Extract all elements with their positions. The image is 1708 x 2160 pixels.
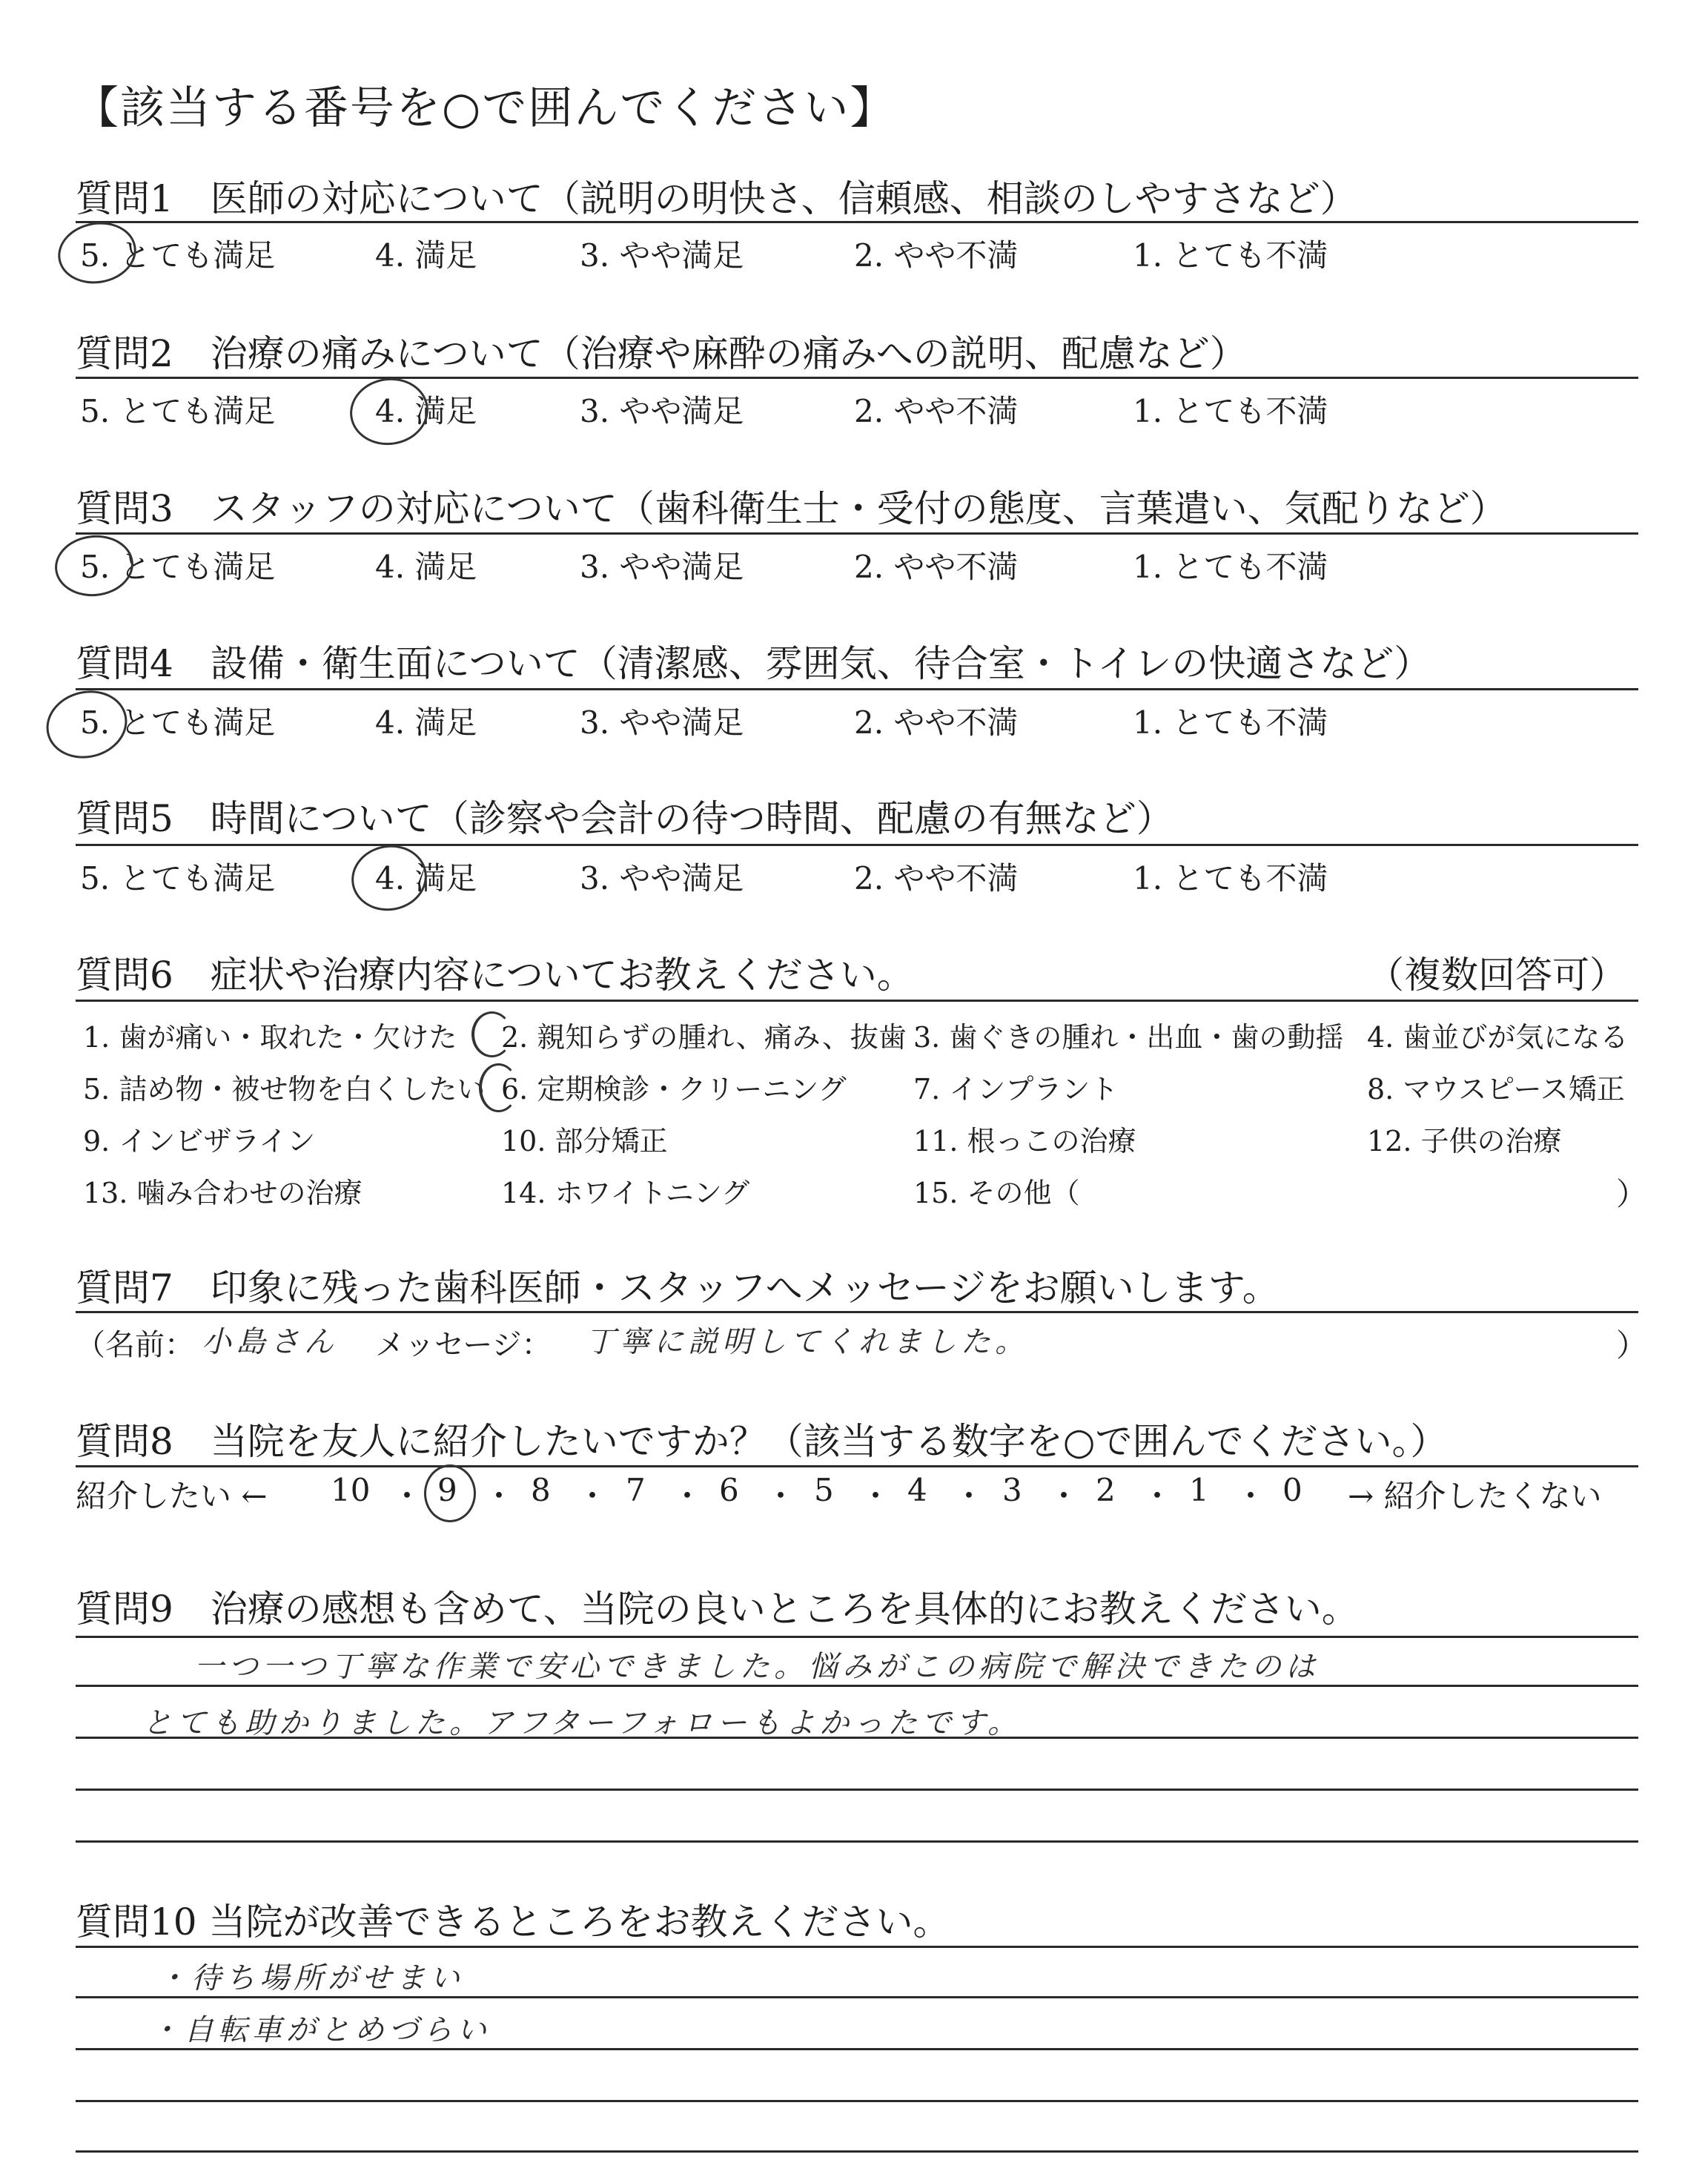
q7-name-label: （名前： xyxy=(76,1328,194,1362)
q6-item-4[interactable]: 4. 歯並びが気になる xyxy=(1367,1021,1629,1054)
q8-right-label: → 紹介したくない xyxy=(1348,1478,1602,1514)
q3-title: 質問3 スタッフの対応について（歯科衛生士・受付の態度、言葉遣い、気配りなど） xyxy=(76,487,1507,530)
q7-message-label: メッセージ： xyxy=(375,1328,552,1362)
q9-answer-line-2: とても助かりました。アフターフォローもよかったです。 xyxy=(142,1706,1022,1740)
q6-item-12[interactable]: 12. 子供の治療 xyxy=(1367,1125,1562,1157)
q2-rule xyxy=(76,377,1638,379)
q5-option-4[interactable]: 4. 満足 xyxy=(375,860,477,896)
q9-title: 質問9 治療の感想も含めて、当院の良いところを具体的にお教えください。 xyxy=(76,1588,1359,1631)
q8-rule xyxy=(76,1465,1638,1467)
q8-value-8[interactable]: 8 xyxy=(531,1472,551,1508)
q2-option-2[interactable]: 2. やや不満 xyxy=(854,393,1019,429)
q8-dot: ・ xyxy=(1142,1478,1174,1514)
q5-options xyxy=(76,854,1632,899)
q2-option-1[interactable]: 1. とても不満 xyxy=(1133,393,1328,429)
q6-item-14[interactable]: 14. ホワイトニング xyxy=(501,1177,750,1209)
q8-dot: ・ xyxy=(391,1478,423,1514)
q8-dot: ・ xyxy=(1048,1478,1080,1514)
q2-title: 質問2 治療の痛みについて（治療や麻酔の痛みへの説明、配慮など） xyxy=(76,332,1247,375)
q6-item-11[interactable]: 11. 根っこの治療 xyxy=(913,1125,1136,1157)
q5-option-3[interactable]: 3. やや満足 xyxy=(580,860,744,896)
q4-rule xyxy=(76,688,1638,690)
q9-rule-1 xyxy=(76,1636,1638,1638)
q6-selection-mark-2 xyxy=(471,1011,512,1057)
q8-value-6[interactable]: 6 xyxy=(719,1472,739,1508)
q9-rule-5 xyxy=(76,1840,1638,1843)
q9-rule-4 xyxy=(76,1789,1638,1791)
q6-selection-mark-6 xyxy=(479,1063,518,1112)
q5-option-2[interactable]: 2. やや不満 xyxy=(854,860,1019,896)
q10-rule-1 xyxy=(76,1946,1638,1948)
q6-item-13[interactable]: 13. 噛み合わせの治療 xyxy=(83,1177,363,1209)
q7-close-paren: ） xyxy=(1616,1327,1648,1364)
q4-option-1[interactable]: 1. とても不満 xyxy=(1133,704,1328,741)
form-header: 【該当する番号を○で囲んでください】 xyxy=(74,82,896,134)
q8-value-0[interactable]: 0 xyxy=(1282,1472,1302,1508)
q9-answer-line-1: 一つ一つ丁寧な作業で安心できました。悩みがこの病院で解決できたのは xyxy=(194,1650,1320,1684)
q8-selection-circle xyxy=(424,1464,476,1522)
q2-option-3[interactable]: 3. やや満足 xyxy=(580,393,744,429)
q8-title: 質問8 当院を友人に紹介したいですか？（該当する数字を○で囲んでください。） xyxy=(76,1420,1448,1463)
q4-selection-circle xyxy=(39,682,135,767)
q6-note: （複数回答可） xyxy=(1367,954,1626,997)
q8-dot: ・ xyxy=(672,1478,704,1514)
q8-dot: ・ xyxy=(483,1478,515,1514)
q6-item-9[interactable]: 9. インビザライン xyxy=(83,1125,316,1157)
q6-item-7[interactable]: 7. インプラント xyxy=(913,1073,1119,1106)
q6-item-15-close: ） xyxy=(1616,1176,1648,1212)
q10-rule-5 xyxy=(76,2150,1638,2153)
q8-value-5[interactable]: 5 xyxy=(814,1472,834,1508)
q3-option-5[interactable]: 5. とても満足 xyxy=(80,549,276,585)
q4-options xyxy=(76,698,1632,743)
q1-option-2[interactable]: 2. やや不満 xyxy=(854,237,1019,274)
q10-answer-line-1: ・待ち場所がせまい xyxy=(157,1961,464,1995)
q1-rule xyxy=(76,221,1638,223)
q7-rule xyxy=(76,1311,1638,1313)
q4-option-2[interactable]: 2. やや不満 xyxy=(854,704,1019,741)
q6-item-10[interactable]: 10. 部分矯正 xyxy=(501,1125,668,1157)
q10-answer-line-2: ・自転車がとめづらい xyxy=(150,2013,491,2047)
q7-name-value: 小島さん xyxy=(202,1325,338,1359)
q8-dot: ・ xyxy=(765,1478,797,1514)
q5-rule xyxy=(76,844,1638,846)
q1-option-3[interactable]: 3. やや満足 xyxy=(580,237,744,274)
q10-rule-4 xyxy=(76,2100,1638,2102)
q8-left-label: 紹介したい ← xyxy=(76,1478,268,1514)
q8-dot: ・ xyxy=(953,1478,985,1514)
q8-dot: ・ xyxy=(860,1478,892,1514)
q4-option-4[interactable]: 4. 満足 xyxy=(375,704,477,741)
q1-options xyxy=(76,231,1632,276)
q6-item-6[interactable]: 6. 定期検診・クリーニング xyxy=(501,1073,847,1106)
q6-item-3[interactable]: 3. 歯ぐきの腫れ・出血・歯の動揺 xyxy=(913,1021,1344,1054)
q6-rule xyxy=(76,1000,1638,1002)
q5-title: 質問5 時間について（診察や会計の待つ時間、配慮の有無など） xyxy=(76,797,1174,840)
q6-item-1[interactable]: 1. 歯が痛い・取れた・欠けた xyxy=(83,1021,457,1054)
q1-selection-circle xyxy=(53,216,142,289)
q1-option-1[interactable]: 1. とても不満 xyxy=(1133,237,1328,274)
q6-item-15[interactable]: 15. その他（ xyxy=(913,1177,1080,1209)
q8-dot: ・ xyxy=(577,1478,609,1514)
q3-selection-circle xyxy=(52,532,136,601)
q2-selection-circle xyxy=(345,373,432,450)
q6-item-5[interactable]: 5. 詰め物・被せ物を白くしたい xyxy=(83,1073,486,1106)
q8-value-3[interactable]: 3 xyxy=(1002,1472,1022,1508)
q2-option-4[interactable]: 4. 満足 xyxy=(375,393,477,429)
q8-scale xyxy=(76,1472,1638,1516)
q5-option-5[interactable]: 5. とても満足 xyxy=(80,860,276,896)
q3-option-1[interactable]: 1. とても不満 xyxy=(1133,549,1328,585)
q6-item-2[interactable]: 2. 親知らずの腫れ、痛み、抜歯 xyxy=(501,1021,907,1054)
q3-option-4[interactable]: 4. 満足 xyxy=(375,549,477,585)
q3-option-3[interactable]: 3. やや満足 xyxy=(580,549,744,585)
q5-option-1[interactable]: 1. とても不満 xyxy=(1133,860,1328,896)
q8-value-9[interactable]: 9 xyxy=(437,1472,457,1508)
q3-option-2[interactable]: 2. やや不満 xyxy=(854,549,1019,585)
q1-option-4[interactable]: 4. 満足 xyxy=(375,237,477,274)
q10-title: 質問10 当院が改善できるところをお教えください。 xyxy=(76,1900,950,1943)
q6-title: 質問6 症状や治療内容についてお教えください。 xyxy=(76,954,914,997)
q8-value-1[interactable]: 1 xyxy=(1189,1472,1209,1508)
q3-options xyxy=(76,543,1632,587)
q4-option-5[interactable]: 5. とても満足 xyxy=(80,704,276,741)
q2-option-5[interactable]: 5. とても満足 xyxy=(80,393,276,429)
q7-message-value: 丁寧に説明してくれました。 xyxy=(586,1325,1029,1359)
q7-title: 質問7 印象に残った歯科医師・スタッフへメッセージをお願いします。 xyxy=(76,1266,1280,1309)
q5-selection-circle xyxy=(346,839,432,916)
q8-value-4[interactable]: 4 xyxy=(907,1472,927,1508)
q8-dot: ・ xyxy=(1235,1478,1267,1514)
q4-option-3[interactable]: 3. やや満足 xyxy=(580,704,744,741)
q1-option-5[interactable]: 5. とても満足 xyxy=(80,237,276,274)
q6-item-8[interactable]: 8. マウスピース矯正 xyxy=(1367,1073,1625,1106)
q8-value-10[interactable]: 10 xyxy=(331,1472,371,1508)
q4-title: 質問4 設備・衛生面について（清潔感、雰囲気、待合室・トイレの快適さなど） xyxy=(76,642,1431,685)
q8-value-7[interactable]: 7 xyxy=(626,1472,646,1508)
q8-value-2[interactable]: 2 xyxy=(1096,1472,1116,1508)
q1-title: 質問1 医師の対応について（説明の明快さ、信頼感、相談のしやすさなど） xyxy=(76,177,1357,220)
q3-rule xyxy=(76,532,1638,535)
q2-options xyxy=(76,387,1632,432)
